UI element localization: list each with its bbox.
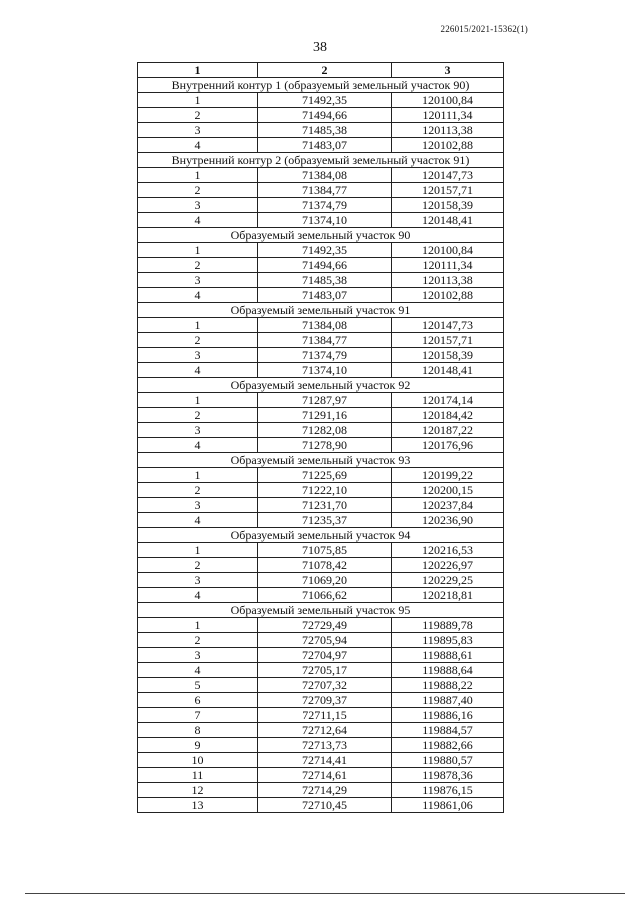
point-number: 7 bbox=[138, 708, 258, 723]
y-coordinate: 119888,22 bbox=[392, 678, 504, 693]
section-title: Образуемый земельный участок 91 bbox=[138, 303, 504, 318]
y-coordinate: 120199,22 bbox=[392, 468, 504, 483]
table-row bbox=[138, 243, 504, 258]
table-row bbox=[138, 648, 504, 663]
section-title: Образуемый земельный участок 92 bbox=[138, 378, 504, 393]
table-row bbox=[138, 498, 504, 513]
y-coordinate: 120147,73 bbox=[392, 318, 504, 333]
y-coordinate: 119882,66 bbox=[392, 738, 504, 753]
y-coordinate: 120158,39 bbox=[392, 348, 504, 363]
section-header-row bbox=[138, 153, 504, 168]
x-coordinate: 71374,10 bbox=[258, 363, 392, 378]
x-coordinate: 71078,42 bbox=[258, 558, 392, 573]
point-number: 3 bbox=[138, 123, 258, 138]
table-row bbox=[138, 273, 504, 288]
x-coordinate: 71222,10 bbox=[258, 483, 392, 498]
point-number: 4 bbox=[138, 588, 258, 603]
point-number: 3 bbox=[138, 573, 258, 588]
point-number: 4 bbox=[138, 213, 258, 228]
x-coordinate: 71485,38 bbox=[258, 123, 392, 138]
x-coordinate: 72705,94 bbox=[258, 633, 392, 648]
point-number: 13 bbox=[138, 798, 258, 813]
point-number: 1 bbox=[138, 618, 258, 633]
column-header-2: 2 bbox=[258, 63, 392, 78]
point-number: 3 bbox=[138, 348, 258, 363]
table-row bbox=[138, 198, 504, 213]
coordinates-table bbox=[137, 62, 504, 813]
y-coordinate: 119889,78 bbox=[392, 618, 504, 633]
point-number: 1 bbox=[138, 168, 258, 183]
table-row bbox=[138, 348, 504, 363]
section-title: Образуемый земельный участок 95 bbox=[138, 603, 504, 618]
x-coordinate: 72705,17 bbox=[258, 663, 392, 678]
table-row bbox=[138, 678, 504, 693]
x-coordinate: 71278,90 bbox=[258, 438, 392, 453]
table-row bbox=[138, 438, 504, 453]
point-number: 3 bbox=[138, 198, 258, 213]
table-row bbox=[138, 258, 504, 273]
y-coordinate: 120187,22 bbox=[392, 423, 504, 438]
x-coordinate: 71235,37 bbox=[258, 513, 392, 528]
x-coordinate: 71291,16 bbox=[258, 408, 392, 423]
x-coordinate: 71374,10 bbox=[258, 213, 392, 228]
x-coordinate: 71231,70 bbox=[258, 498, 392, 513]
y-coordinate: 120102,88 bbox=[392, 288, 504, 303]
y-coordinate: 120229,25 bbox=[392, 573, 504, 588]
point-number: 6 bbox=[138, 693, 258, 708]
x-coordinate: 71069,20 bbox=[258, 573, 392, 588]
point-number: 3 bbox=[138, 423, 258, 438]
x-coordinate: 71225,69 bbox=[258, 468, 392, 483]
point-number: 2 bbox=[138, 558, 258, 573]
y-coordinate: 120200,15 bbox=[392, 483, 504, 498]
x-coordinate: 72713,73 bbox=[258, 738, 392, 753]
table-row bbox=[138, 573, 504, 588]
point-number: 1 bbox=[138, 93, 258, 108]
table-row bbox=[138, 318, 504, 333]
y-coordinate: 120226,97 bbox=[392, 558, 504, 573]
table-row bbox=[138, 123, 504, 138]
table-row bbox=[138, 93, 504, 108]
y-coordinate: 120176,96 bbox=[392, 438, 504, 453]
y-coordinate: 119861,06 bbox=[392, 798, 504, 813]
y-coordinate: 119887,40 bbox=[392, 693, 504, 708]
point-number: 10 bbox=[138, 753, 258, 768]
table-row bbox=[138, 618, 504, 633]
x-coordinate: 72712,64 bbox=[258, 723, 392, 738]
point-number: 2 bbox=[138, 183, 258, 198]
section-header-row bbox=[138, 528, 504, 543]
y-coordinate: 120113,38 bbox=[392, 123, 504, 138]
table-row bbox=[138, 558, 504, 573]
y-coordinate: 120237,84 bbox=[392, 498, 504, 513]
table-row bbox=[138, 663, 504, 678]
x-coordinate: 71494,66 bbox=[258, 258, 392, 273]
x-coordinate: 71384,77 bbox=[258, 183, 392, 198]
table-header-row bbox=[138, 63, 504, 78]
point-number: 9 bbox=[138, 738, 258, 753]
table-row bbox=[138, 108, 504, 123]
point-number: 5 bbox=[138, 678, 258, 693]
table-row bbox=[138, 723, 504, 738]
table-row bbox=[138, 693, 504, 708]
x-coordinate: 71483,07 bbox=[258, 288, 392, 303]
point-number: 1 bbox=[138, 318, 258, 333]
table-row bbox=[138, 588, 504, 603]
point-number: 11 bbox=[138, 768, 258, 783]
footer-divider bbox=[25, 893, 625, 894]
point-number: 4 bbox=[138, 513, 258, 528]
section-header-row bbox=[138, 453, 504, 468]
y-coordinate: 119880,57 bbox=[392, 753, 504, 768]
y-coordinate: 120157,71 bbox=[392, 183, 504, 198]
point-number: 2 bbox=[138, 408, 258, 423]
table-row bbox=[138, 183, 504, 198]
table-row bbox=[138, 408, 504, 423]
point-number: 12 bbox=[138, 783, 258, 798]
y-coordinate: 120158,39 bbox=[392, 198, 504, 213]
x-coordinate: 71075,85 bbox=[258, 543, 392, 558]
column-header-1: 1 bbox=[138, 63, 258, 78]
y-coordinate: 120236,90 bbox=[392, 513, 504, 528]
y-coordinate: 119888,64 bbox=[392, 663, 504, 678]
y-coordinate: 119878,36 bbox=[392, 768, 504, 783]
point-number: 4 bbox=[138, 663, 258, 678]
x-coordinate: 71492,35 bbox=[258, 243, 392, 258]
y-coordinate: 120111,34 bbox=[392, 258, 504, 273]
point-number: 4 bbox=[138, 138, 258, 153]
x-coordinate: 71374,79 bbox=[258, 198, 392, 213]
x-coordinate: 72714,29 bbox=[258, 783, 392, 798]
x-coordinate: 71494,66 bbox=[258, 108, 392, 123]
x-coordinate: 72714,41 bbox=[258, 753, 392, 768]
y-coordinate: 120100,84 bbox=[392, 243, 504, 258]
y-coordinate: 120100,84 bbox=[392, 93, 504, 108]
y-coordinate: 120102,88 bbox=[392, 138, 504, 153]
x-coordinate: 71384,08 bbox=[258, 318, 392, 333]
y-coordinate: 119888,61 bbox=[392, 648, 504, 663]
section-title: Внутренний контур 1 (образуемый земельный участок 90) bbox=[138, 78, 504, 93]
point-number: 1 bbox=[138, 468, 258, 483]
section-header-row bbox=[138, 378, 504, 393]
point-number: 8 bbox=[138, 723, 258, 738]
table-row bbox=[138, 768, 504, 783]
table-row bbox=[138, 423, 504, 438]
point-number: 1 bbox=[138, 543, 258, 558]
x-coordinate: 72711,15 bbox=[258, 708, 392, 723]
y-coordinate: 120111,34 bbox=[392, 108, 504, 123]
point-number: 4 bbox=[138, 363, 258, 378]
point-number: 2 bbox=[138, 108, 258, 123]
document-id: 226015/2021-15362(1) bbox=[440, 24, 528, 34]
x-coordinate: 71485,38 bbox=[258, 273, 392, 288]
y-coordinate: 120184,42 bbox=[392, 408, 504, 423]
table-body bbox=[138, 78, 504, 813]
table-row bbox=[138, 288, 504, 303]
x-coordinate: 72709,37 bbox=[258, 693, 392, 708]
table-row bbox=[138, 168, 504, 183]
point-number: 3 bbox=[138, 273, 258, 288]
y-coordinate: 119876,15 bbox=[392, 783, 504, 798]
x-coordinate: 72707,32 bbox=[258, 678, 392, 693]
x-coordinate: 71374,79 bbox=[258, 348, 392, 363]
section-title: Образуемый земельный участок 90 bbox=[138, 228, 504, 243]
x-coordinate: 72714,61 bbox=[258, 768, 392, 783]
y-coordinate: 119895,83 bbox=[392, 633, 504, 648]
y-coordinate: 120148,41 bbox=[392, 363, 504, 378]
x-coordinate: 72704,97 bbox=[258, 648, 392, 663]
section-header-row bbox=[138, 78, 504, 93]
x-coordinate: 71282,08 bbox=[258, 423, 392, 438]
x-coordinate: 71483,07 bbox=[258, 138, 392, 153]
table-row bbox=[138, 753, 504, 768]
x-coordinate: 71384,08 bbox=[258, 168, 392, 183]
x-coordinate: 71384,77 bbox=[258, 333, 392, 348]
y-coordinate: 120216,53 bbox=[392, 543, 504, 558]
x-coordinate: 72729,49 bbox=[258, 618, 392, 633]
point-number: 2 bbox=[138, 258, 258, 273]
section-header-row bbox=[138, 303, 504, 318]
table-row bbox=[138, 633, 504, 648]
y-coordinate: 120174,14 bbox=[392, 393, 504, 408]
table-row bbox=[138, 363, 504, 378]
point-number: 2 bbox=[138, 333, 258, 348]
y-coordinate: 120157,71 bbox=[392, 333, 504, 348]
table-row bbox=[138, 213, 504, 228]
table-row bbox=[138, 483, 504, 498]
table-row bbox=[138, 333, 504, 348]
section-title: Образуемый земельный участок 93 bbox=[138, 453, 504, 468]
section-header-row bbox=[138, 228, 504, 243]
y-coordinate: 120147,73 bbox=[392, 168, 504, 183]
column-header-3: 3 bbox=[392, 63, 504, 78]
x-coordinate: 72710,45 bbox=[258, 798, 392, 813]
point-number: 3 bbox=[138, 648, 258, 663]
point-number: 4 bbox=[138, 438, 258, 453]
y-coordinate: 120148,41 bbox=[392, 213, 504, 228]
table-row bbox=[138, 543, 504, 558]
x-coordinate: 71287,97 bbox=[258, 393, 392, 408]
y-coordinate: 120218,81 bbox=[392, 588, 504, 603]
point-number: 2 bbox=[138, 483, 258, 498]
x-coordinate: 71066,62 bbox=[258, 588, 392, 603]
point-number: 1 bbox=[138, 393, 258, 408]
y-coordinate: 119884,57 bbox=[392, 723, 504, 738]
section-header-row bbox=[138, 603, 504, 618]
table-row bbox=[138, 138, 504, 153]
table-row bbox=[138, 513, 504, 528]
table-row bbox=[138, 393, 504, 408]
table-row bbox=[138, 798, 504, 813]
y-coordinate: 120113,38 bbox=[392, 273, 504, 288]
point-number: 1 bbox=[138, 243, 258, 258]
table-row bbox=[138, 468, 504, 483]
section-title: Образуемый земельный участок 94 bbox=[138, 528, 504, 543]
page-number: 38 bbox=[313, 40, 327, 55]
table-row bbox=[138, 708, 504, 723]
point-number: 2 bbox=[138, 633, 258, 648]
table-row bbox=[138, 738, 504, 753]
section-title: Внутренний контур 2 (образуемый земельный участок 91) bbox=[138, 153, 504, 168]
y-coordinate: 119886,16 bbox=[392, 708, 504, 723]
x-coordinate: 71492,35 bbox=[258, 93, 392, 108]
point-number: 4 bbox=[138, 288, 258, 303]
point-number: 3 bbox=[138, 498, 258, 513]
table-row bbox=[138, 783, 504, 798]
